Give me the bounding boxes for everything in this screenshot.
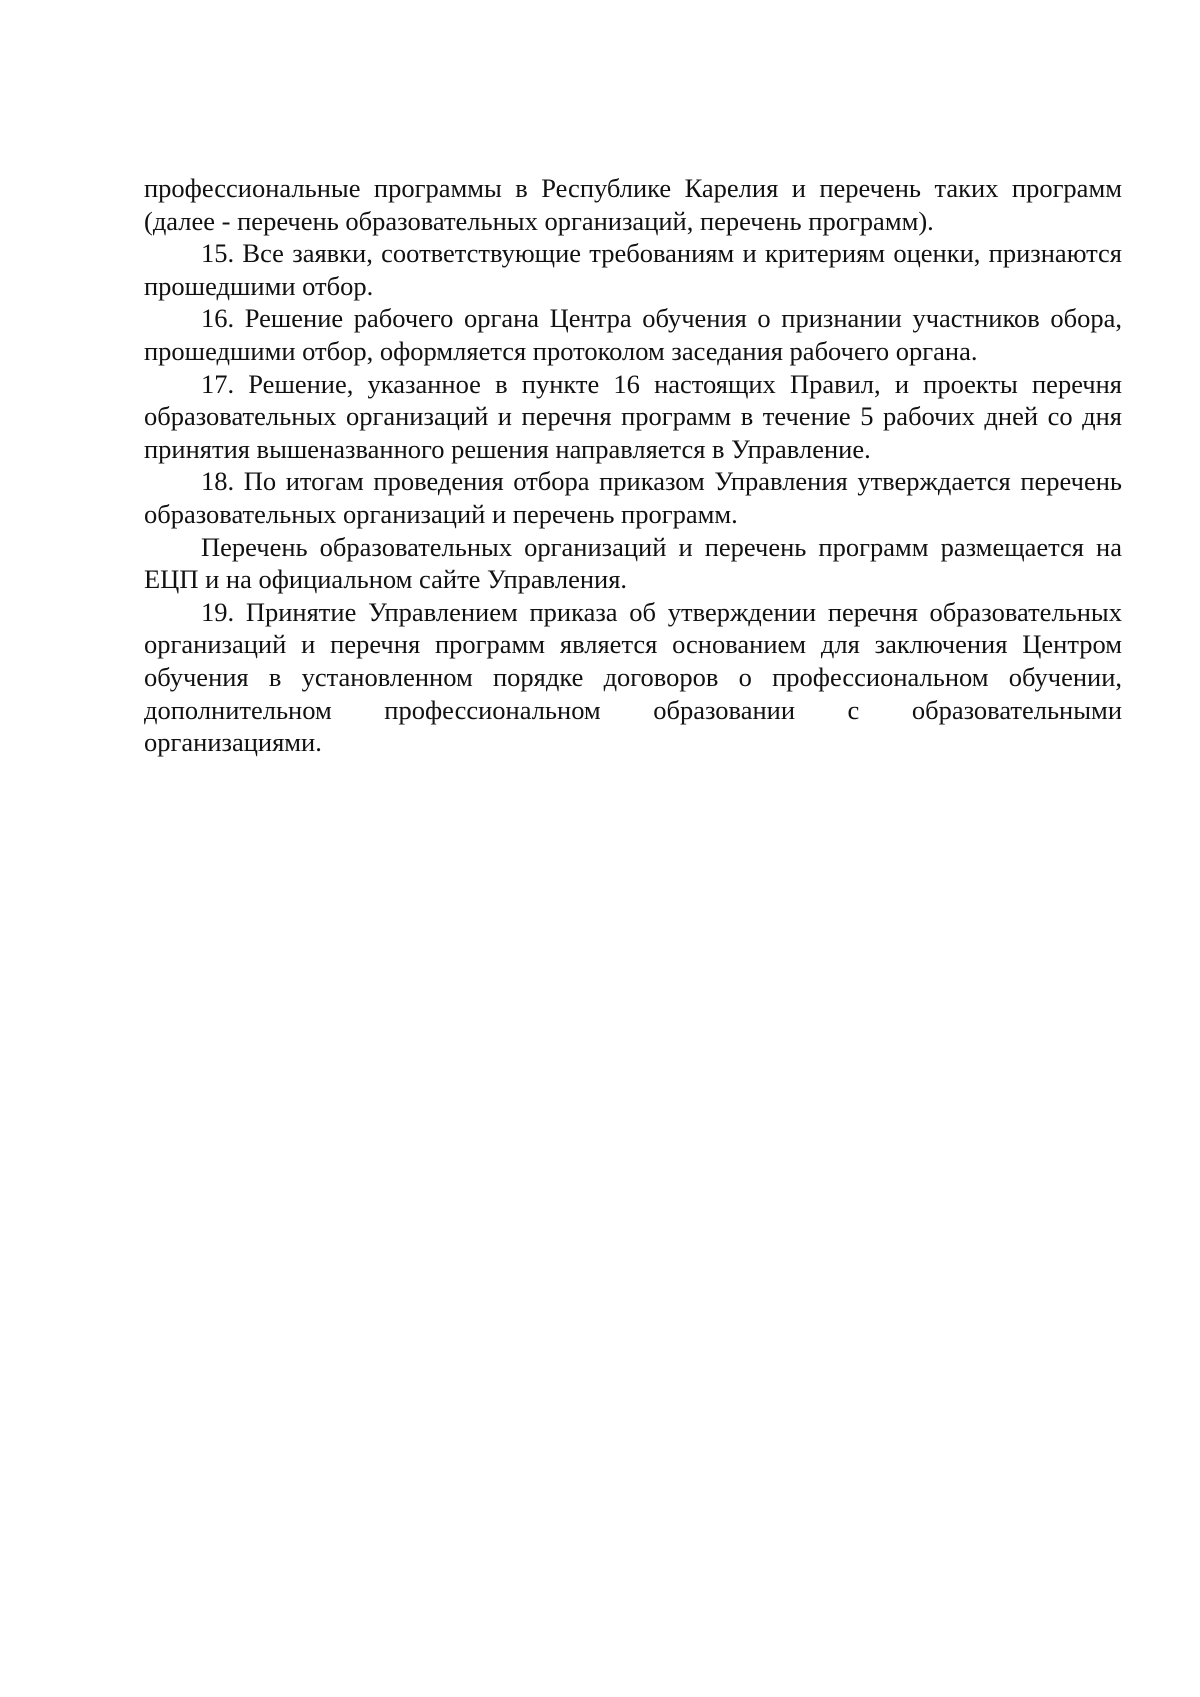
paragraph-item-16: 16. Решение рабочего органа Центра обучения о признании участников обора, прошедшими отбор, оформляется протоколом заседания рабочего органа. bbox=[144, 303, 1122, 366]
paragraph-item-17: 17. Решение, указанное в пункте 16 настоящих Правил, и проекты перечня образовательных организаций и перечня программ в течение 5 рабочих дней со дня принятия вышеназванного решения направляется в Управление. bbox=[144, 368, 1122, 464]
paragraph-item-15: 15. Все заявки, соответствующие требованиям и критериям оценки, признаются прошедшими отбор. bbox=[144, 238, 1122, 301]
document-body bbox=[144, 172, 1122, 759]
paragraph-item-18-publication: Перечень образовательных организаций и перечень программ размещается на ЕЦП и на официальном сайте Управления. bbox=[144, 531, 1122, 595]
paragraph-item-19: 19. Принятие Управлением приказа об утверждении перечня образовательных организаций и перечня программ является основанием для заключения Центром обучения в установленном порядке договоров о профессиональном обучении, дополнительном профессиональном образовании с образовательными организациями. bbox=[144, 596, 1122, 758]
paragraph-item-18: 18. По итогам проведения отбора приказом Управления утверждается перечень образовательных организаций и перечень программ. bbox=[144, 466, 1122, 529]
paragraph-continuation: профессиональные программы в Республике Карелия и перечень таких программ (далее - перечень образовательных организаций, перечень программ). bbox=[144, 173, 1122, 236]
